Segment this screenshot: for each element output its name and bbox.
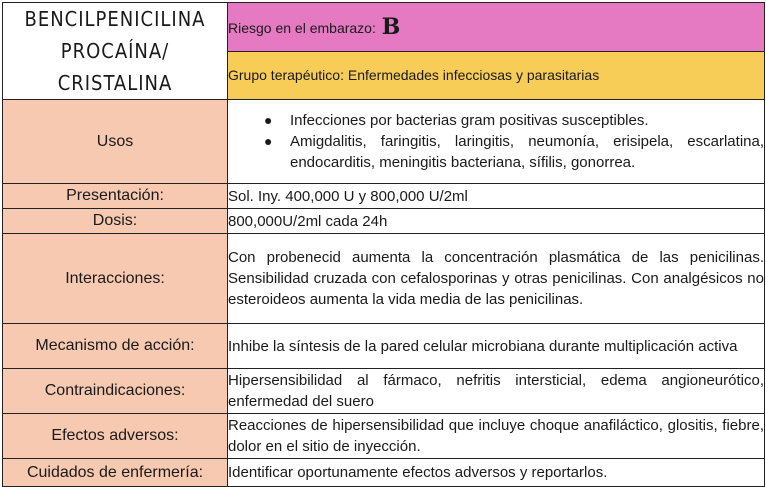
mecanismo-label: Mecanismo de acción:: [3, 324, 228, 369]
list-item: [264, 110, 764, 131]
therapeutic-group-value: Enfermedades infecciosas y parasitarias: [347, 67, 600, 84]
dosis-label: Dosis:: [3, 209, 228, 234]
presentacion-label: Presentación:: [3, 184, 228, 209]
drug-name-line1: BENCILPENICILINA: [24, 7, 206, 31]
row-interacciones: [3, 234, 765, 324]
usos-label: Usos: [3, 100, 228, 184]
pregnancy-risk-cell: [228, 3, 765, 52]
row-cuidados: [3, 459, 765, 487]
header-row-risk: [3, 3, 765, 52]
drug-name-title: [3, 3, 228, 100]
bullet-icon: ●: [264, 133, 273, 149]
usos-value: [228, 100, 765, 184]
row-usos: [3, 100, 765, 184]
pregnancy-risk-label: Riesgo en el embarazo:: [228, 19, 376, 36]
cuidados-value: Identificar oportunamente efectos adversos y reportarlos.: [228, 459, 765, 487]
row-dosis: [3, 209, 765, 234]
presentacion-value: Sol. Iny. 400,000 U y 800,000 U/2ml: [228, 184, 765, 209]
efectos-label: Efectos adversos:: [3, 414, 228, 459]
therapeutic-group-cell: [228, 51, 765, 100]
row-efectos: [3, 414, 765, 459]
cuidados-label: Cuidados de enfermería:: [3, 459, 228, 487]
drug-info-table: [2, 2, 765, 487]
contraindicaciones-label: Contraindicaciones:: [3, 369, 228, 414]
usos-item-text: Amigdalitis, faringitis, laringitis, neumonía, erisipela, escarlatina, endocarditis, meningitis bacteriana, sífilis, gonorrea.: [290, 133, 764, 171]
usos-item-text: Infecciones por bacterias gram positivas susceptibles.: [290, 112, 649, 129]
drug-name-line2: PROCAÍNA/ CRISTALINA: [57, 39, 173, 95]
interacciones-label: Interacciones:: [3, 234, 228, 324]
dosis-value: 800,000U/2ml cada 24h: [228, 209, 765, 234]
row-mecanismo: [3, 324, 765, 369]
contraindicaciones-value: Hipersensibilidad al fármaco, nefritis intersticial, edema angioneurótico, enfermedad del suero: [228, 369, 765, 414]
pregnancy-risk-value: B: [381, 13, 401, 40]
row-presentacion: [3, 184, 765, 209]
mecanismo-value: Inhibe la síntesis de la pared celular microbiana durante multiplicación activa: [228, 324, 765, 369]
usos-list: [228, 110, 764, 173]
interacciones-value: Con probenecid aumenta la concentración plasmática de las penicilinas. Sensibilidad cruzada con cefalosporinas y otras penicilinas. Con analgésicos no esteroideos aumenta la vida media de las penicilinas.: [228, 234, 765, 324]
therapeutic-group-label: Grupo terapéutico:: [228, 67, 344, 84]
list-item: [264, 131, 764, 173]
efectos-value: Reacciones de hipersensibilidad que incluye choque anafiláctico, glositis, fiebre, dolor en el sitio de inyección.: [228, 414, 765, 459]
bullet-icon: ●: [264, 112, 273, 128]
row-contraindicaciones: [3, 369, 765, 414]
